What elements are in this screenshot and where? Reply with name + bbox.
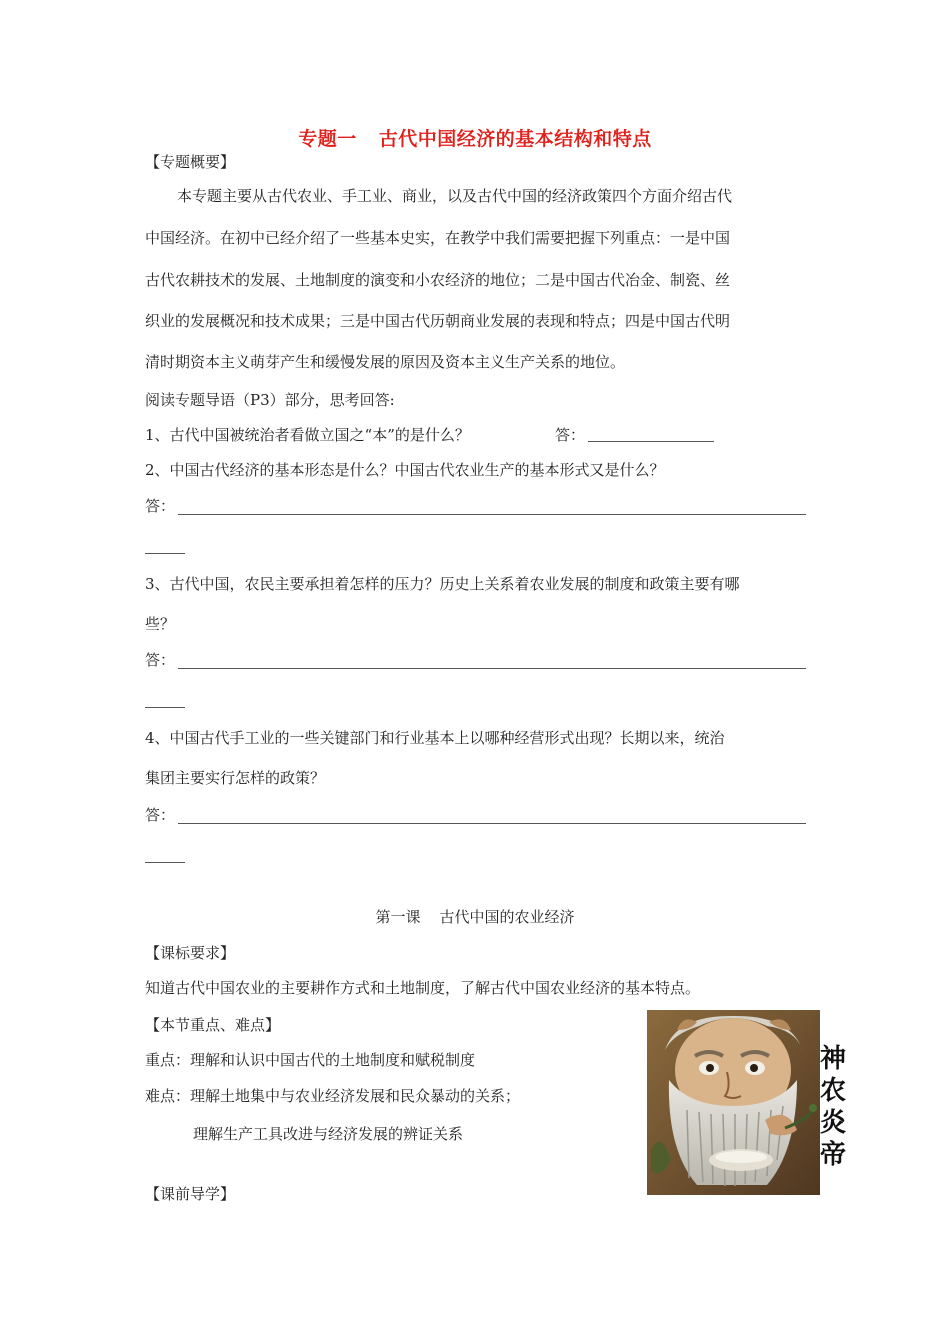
q4-answer-line[interactable] [178, 823, 806, 824]
q3-answer-label: 答： [145, 651, 176, 669]
keypoint-text: 重点：理解和认识中国古代的土地制度和赋税制度 [145, 1051, 476, 1069]
overview-heading: 【专题概要】 [145, 153, 236, 171]
question-2: 2、中国古代经济的基本形态是什么？中国古代农业生产的基本形式又是什么？ [145, 461, 665, 479]
standard-text: 知道古代中国农业的主要耕作方式和土地制度，了解古代中国农业经济的基本特点。 [145, 979, 701, 997]
page-title [0, 124, 950, 151]
lesson-title [0, 906, 950, 927]
q2-answer-label: 答： [145, 497, 176, 515]
portrait-illustration [647, 1010, 820, 1195]
reading-prompt: 阅读专题导语（P3）部分，思考回答: [145, 391, 395, 409]
shennong-portrait-image [647, 1010, 820, 1195]
portrait-caption [820, 1043, 846, 1171]
overview-line-3: 古代农耕技术的发展、土地制度的演变和小农经济的地位；二是中国古代冶金、制瓷、丝 [145, 271, 731, 289]
q3-answer-line-end[interactable] [145, 707, 185, 708]
lesson-title-part2: 古代中国的农业经济 [439, 908, 575, 926]
lesson-title-part1: 第一课 [375, 908, 421, 926]
overview-line-4: 织业的发展概况和技术成果；三是中国古代历朝商业发展的表现和特点；四是中国古代明 [145, 312, 731, 330]
q4-answer-line-end[interactable] [145, 862, 185, 863]
overview-line-1: 本专题主要从古代农业、手工业、商业，以及古代中国的经济政策四个方面介绍古代 [177, 187, 733, 205]
prestudy-heading: 【课前导学】 [145, 1185, 236, 1203]
title-part1: 专题一 [298, 128, 357, 150]
portrait-caption-char-1: 神 [820, 1044, 847, 1074]
portrait-caption-char-4: 帝 [820, 1140, 847, 1170]
q3-answer-line[interactable] [178, 668, 806, 669]
portrait-caption-char-2: 农 [820, 1076, 847, 1106]
question-3-line-1: 3、古代中国，农民主要承担着怎样的压力？历史上关系着农业发展的制度和政策主要有哪 [145, 575, 740, 593]
q2-answer-line[interactable] [178, 514, 806, 515]
question-3-line-2: 些？ [145, 615, 176, 633]
question-1: 1、古代中国被统治者看做立国之“本”的是什么？ [145, 426, 470, 444]
difficulty-text-1: 难点：理解土地集中与农业经济发展和民众暴动的关系； [145, 1087, 521, 1105]
title-part2: 古代中国经济的基本结构和特点 [378, 128, 652, 150]
q1-answer-label: 答： [555, 426, 586, 444]
question-4-line-1: 4、中国古代手工业的一些关键部门和行业基本上以哪种经营形式出现？长期以来，统治 [145, 729, 725, 747]
q1-answer-blank[interactable] [588, 441, 714, 442]
difficulty-text-2: 理解生产工具改进与经济发展的辨证关系 [193, 1125, 464, 1143]
overview-line-2: 中国经济。在初中已经介绍了一些基本史实，在教学中我们需要把握下列重点：一是中国 [145, 229, 731, 247]
portrait-caption-char-3: 炎 [820, 1108, 847, 1138]
standard-heading: 【课标要求】 [145, 944, 236, 962]
keypoints-heading: 【本节重点、难点】 [145, 1016, 281, 1034]
q4-answer-label: 答： [145, 806, 176, 824]
overview-line-5: 清时期资本主义萌芽产生和缓慢发展的原因及资本主义生产关系的地位。 [145, 353, 626, 371]
question-4-line-2: 集团主要实行怎样的政策？ [145, 769, 326, 787]
q2-answer-line-end[interactable] [145, 553, 185, 554]
